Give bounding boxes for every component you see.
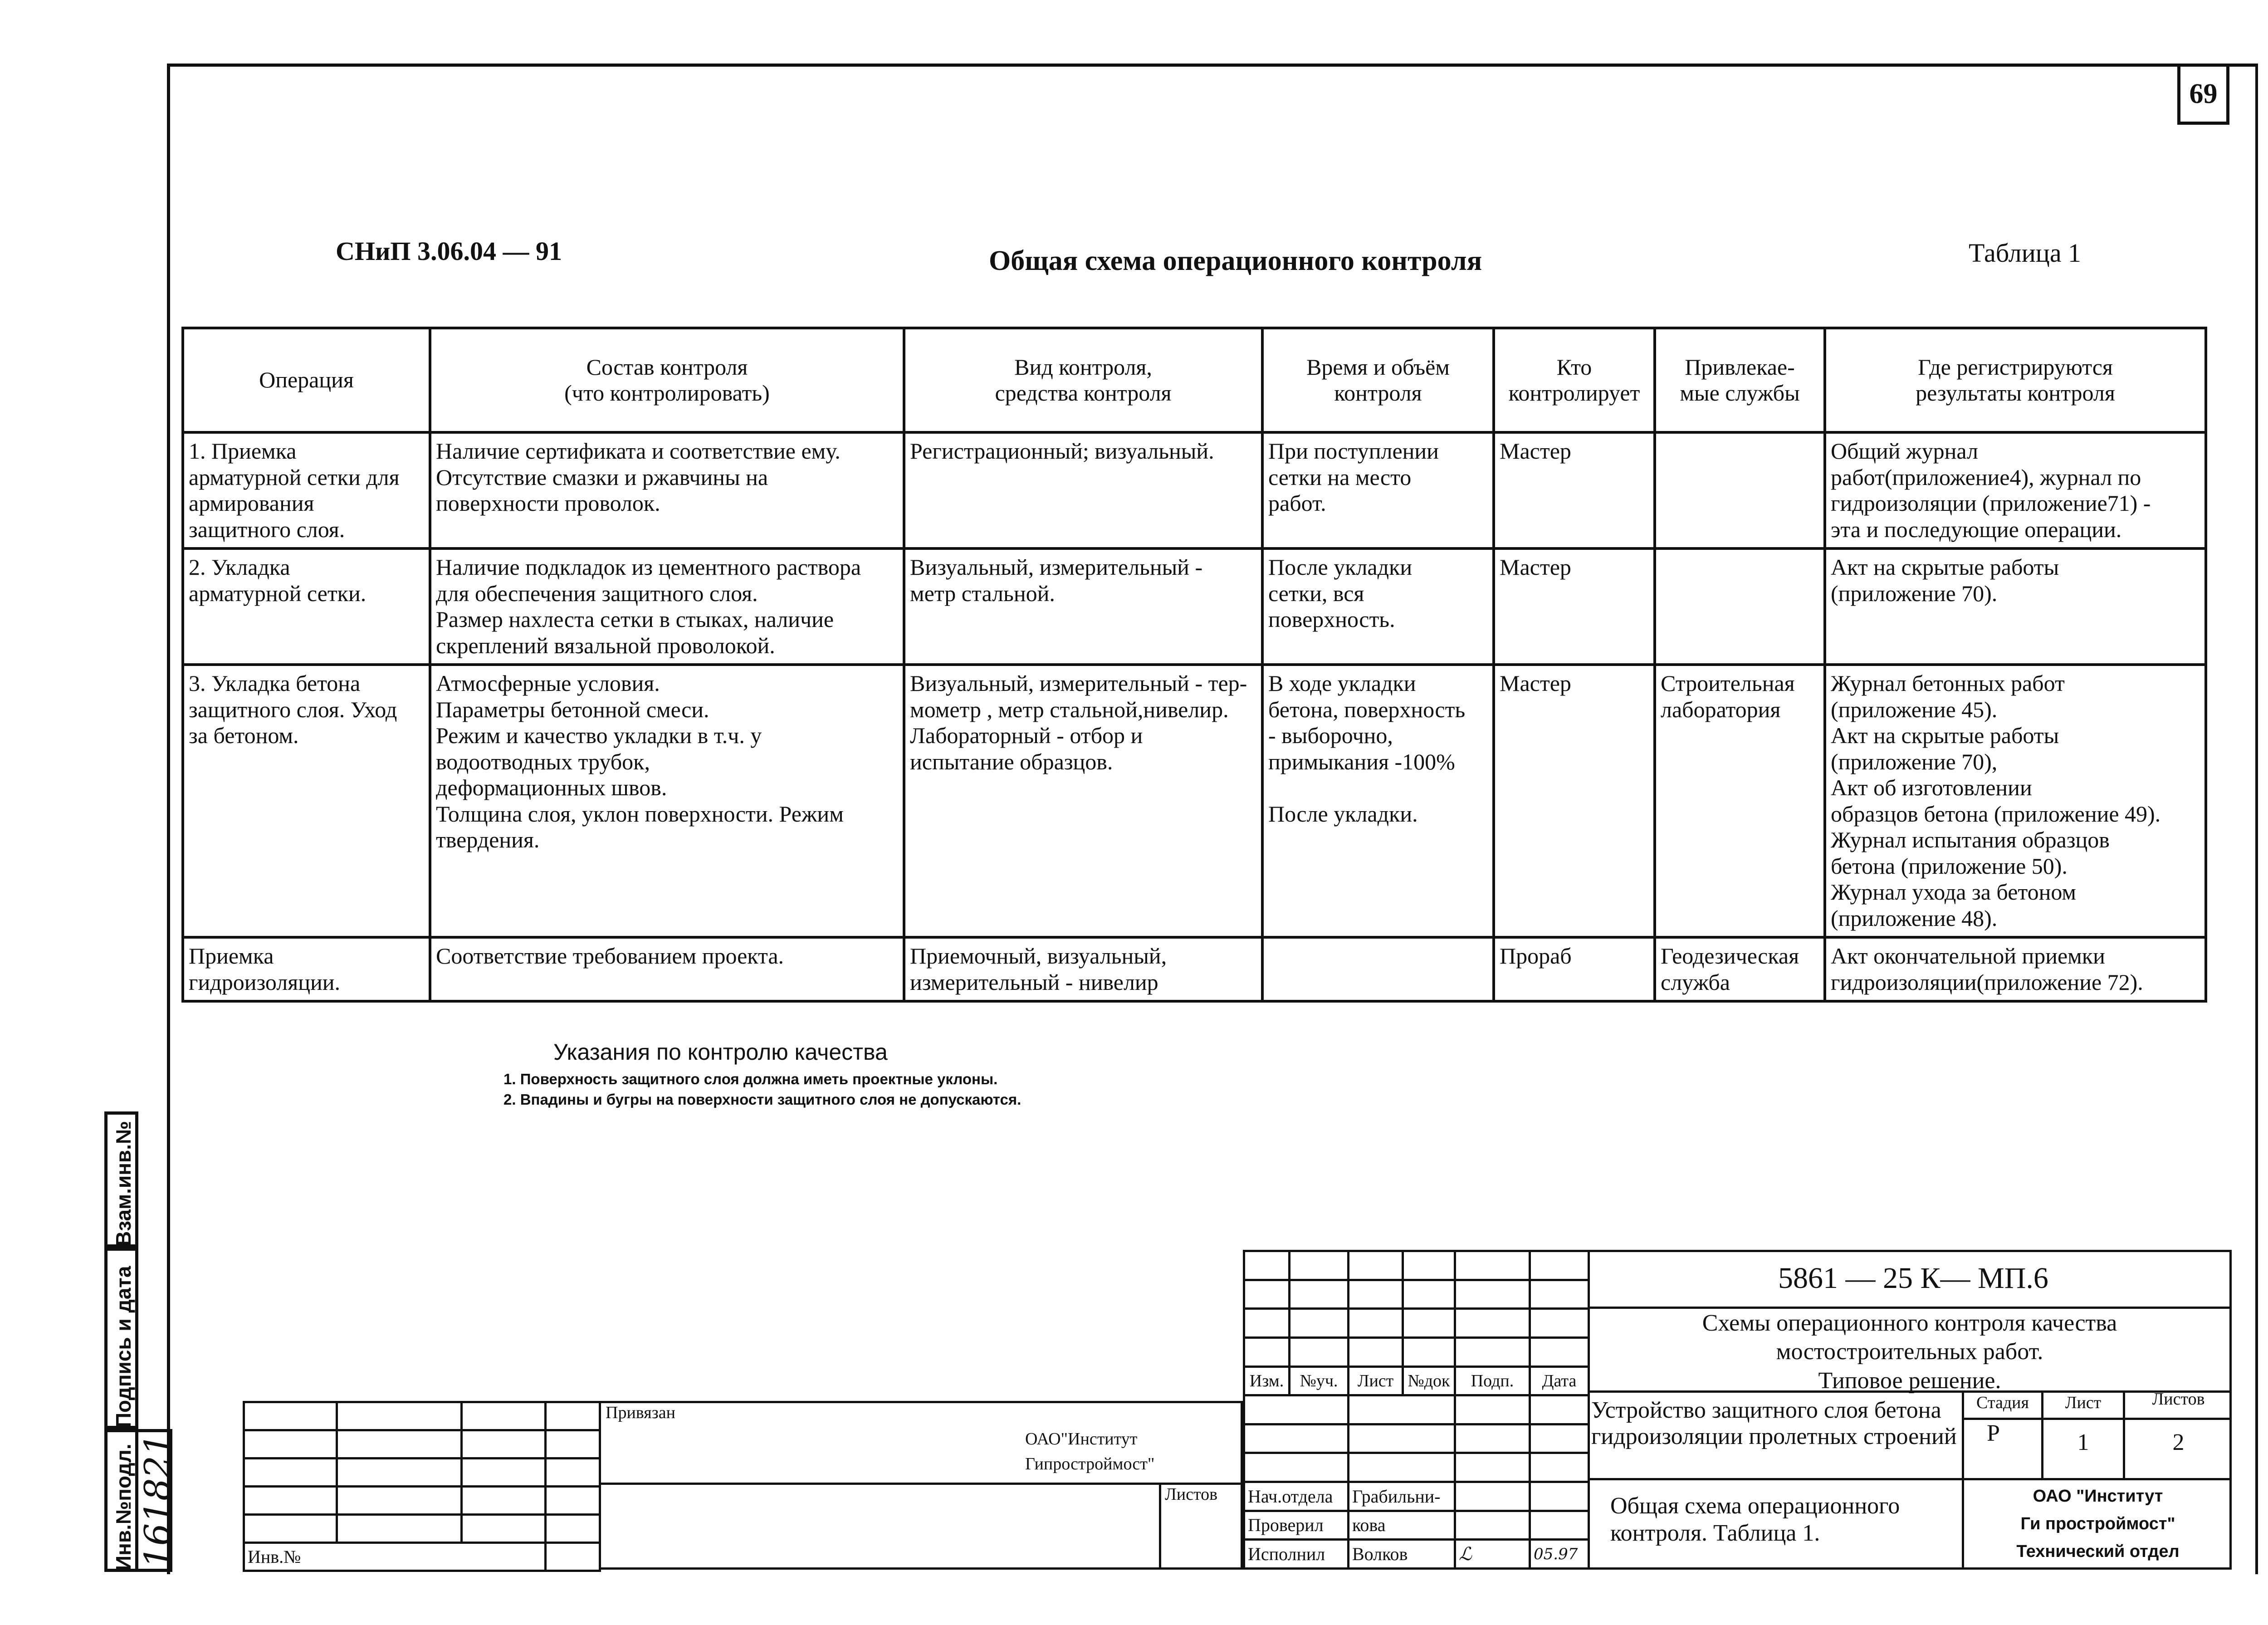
role-label: Исполнил [1244, 1540, 1349, 1569]
cell-who: Мастер [1494, 665, 1655, 937]
note-item: 1. Поверхность защитного слоя должна иметь проектные уклоны. [503, 1071, 998, 1087]
signature-date: 05.97 [1530, 1540, 1589, 1569]
table-row [183, 665, 2206, 937]
cell-where: Журнал бетонных работ (приложение 45). Акт на скрытые работы (приложение 70), Акт об изготовлении образцов бетона (приложение 49). Журнал испытания образцов бетона (приложение 50). Журнал ухода за бетоном (приложение 48). [1825, 665, 2206, 937]
sheets-value: 2 [2172, 1429, 2185, 1455]
cell-where: Акт на скрытые работы (приложение 70). [1825, 548, 2206, 665]
rev-header: Дата [1530, 1366, 1589, 1395]
role-label: Проверил [1244, 1511, 1349, 1540]
page-title: Общая схема операционного контроля [989, 245, 1482, 276]
privyazan-label: Привязан [606, 1403, 675, 1422]
cell-operation: Приемка гидроизоляции. [183, 937, 430, 1001]
cell-time: При поступлении сетки на место работ. [1262, 432, 1494, 548]
side-field-vzam [104, 1111, 138, 1248]
inv-label: Инв.№ [244, 1543, 546, 1571]
cell-who: Мастер [1494, 548, 1655, 665]
divider [1588, 1478, 2232, 1480]
rev-header: Подп. [1455, 1366, 1530, 1395]
cell-services [1655, 548, 1825, 665]
cell-services [1655, 432, 1825, 548]
col-header-composition: Состав контроля (что контролировать) [430, 328, 904, 432]
cell-type: Приемочный, визуальный, измерительный - нивелир [904, 937, 1262, 1001]
cell-who: Мастер [1494, 432, 1655, 548]
rev-header: №док [1403, 1366, 1455, 1395]
cell-services: Строительная лаборатория [1655, 665, 1825, 937]
cell-operation: 2. Укладка арматурной сетки. [183, 548, 430, 665]
note-item: 2. Впадины и бугры на поверхности защитного слоя не допускаются. [503, 1091, 1022, 1108]
privyazan-block [599, 1401, 1243, 1570]
cell-composition: Наличие сертификата и соответствие ему. Отсутствие смазки и ржавчины на поверхности проволок. [430, 432, 904, 548]
cell-where: Акт окончательной приемки гидроизоляции(приложение 72). [1825, 937, 2206, 1001]
stage-value: Р [1987, 1420, 2000, 1446]
table-row [183, 937, 2206, 1001]
cell-composition: Наличие подкладок из цементного раствора для обеспечения защитного слоя. Размер нахлеста сетки в стыках, наличие скреплений вязальной проволокой. [430, 548, 904, 665]
listov-left-label: Листов [1165, 1485, 1218, 1504]
table-row [183, 432, 2206, 548]
col-header-who: Кто контролирует [1494, 328, 1655, 432]
sheet-label: Лист [2065, 1393, 2102, 1412]
side-label-inv: Инв.№подл. [112, 1444, 135, 1571]
rev-header: Изм. [1244, 1366, 1290, 1395]
col-header-type: Вид контроля, средства контроля [904, 328, 1262, 432]
org-left: ОАО"Институт Гипростроймост" [1025, 1429, 1155, 1474]
side-field-inv [104, 1429, 138, 1572]
col-header-services: Привлекае- мые службы [1655, 328, 1825, 432]
side-label-signature: Подпись и дата [112, 1266, 135, 1428]
inv-number-box [137, 1429, 178, 1572]
role-name: кова [1349, 1511, 1455, 1540]
role-name: Грабильни- [1349, 1482, 1455, 1511]
control-table [181, 327, 2207, 1003]
col-header-where: Где регистрируются результаты контроля [1825, 328, 2206, 432]
divider [599, 1483, 1243, 1485]
section-title: Устройство защитного слоя бетона гидроизоляции пролетных строений [1591, 1397, 1957, 1450]
cell-type: Визуальный, измерительный - метр стальной. [904, 548, 1262, 665]
cell-composition: Соответствие требованием проекта. [430, 937, 904, 1001]
snip-reference: СНиП 3.06.04 — 91 [336, 236, 562, 266]
inv-number: 161821 [137, 1433, 178, 1568]
table-label: Таблица 1 [1969, 238, 2082, 268]
table-row [183, 548, 2206, 665]
org-bottom: ОАО "Институт Ги простроймост" Технический отдел [2016, 1487, 2180, 1561]
page-number: 69 [2177, 64, 2229, 125]
rev-header: Лист [1349, 1366, 1403, 1395]
cell-who: Прораб [1494, 937, 1655, 1001]
cell-time: После укладки сетки, вся поверхность. [1262, 548, 1494, 665]
role-name: Волков [1349, 1540, 1455, 1569]
notes-title: Указания по контролю качества [553, 1039, 888, 1065]
cell-where: Общий журнал работ(приложение4), журнал по гидроизоляции (приложение71) - эта и последующие операции. [1825, 432, 2206, 548]
stage-label: Стадия [1976, 1393, 2029, 1412]
cell-time [1262, 937, 1494, 1001]
project-title: Схемы операционного контроля качества мостостроительных работ. Типовое решение. [1702, 1310, 2117, 1394]
cell-composition: Атмосферные условия. Параметры бетонной смеси. Режим и качество укладки в т.ч. у водоотводных трубок, деформационных швов. Толщина слоя, уклон поверхности. Режим твердения. [430, 665, 904, 937]
col-header-operation: Операция [183, 328, 430, 432]
side-label-vzam: Взам.инв.№ [112, 1121, 135, 1246]
cell-operation: 1. Приемка арматурной сетки для армирования защитного слоя. [183, 432, 430, 548]
role-label: Нач.отдела [1244, 1482, 1349, 1511]
rev-header: №уч. [1290, 1366, 1349, 1395]
col-header-time: Время и объём контроля [1262, 328, 1494, 432]
cell-services: Геодезическая служба [1655, 937, 1825, 1001]
signature: ℒ [1455, 1540, 1530, 1569]
sheet-value: 1 [2077, 1429, 2089, 1455]
divider [1159, 1483, 1161, 1570]
divider [1962, 1418, 2232, 1420]
cell-time: В ходе укладки бетона, поверхность - выборочно, примыкания -100% После укладки. [1262, 665, 1494, 937]
side-field-signature [104, 1248, 138, 1429]
binding-grid [243, 1401, 601, 1572]
cell-operation: 3. Укладка бетона защитного слоя. Уход за бетоном. [183, 665, 430, 937]
doc-title: Общая схема операционного контроля. Таблица 1. [1610, 1493, 1900, 1546]
cell-type: Регистрационный; визуальный. [904, 432, 1262, 548]
sheets-label: Листов [2152, 1390, 2205, 1409]
revision-grid [1243, 1250, 1590, 1570]
document-code: 5861 — 25 К— МП.6 [1778, 1262, 2048, 1295]
cell-type: Визуальный, измерительный - тер- мометр , метр стальной,нивелир. Лабораторный - отбор и испытание образцов. [904, 665, 1262, 937]
